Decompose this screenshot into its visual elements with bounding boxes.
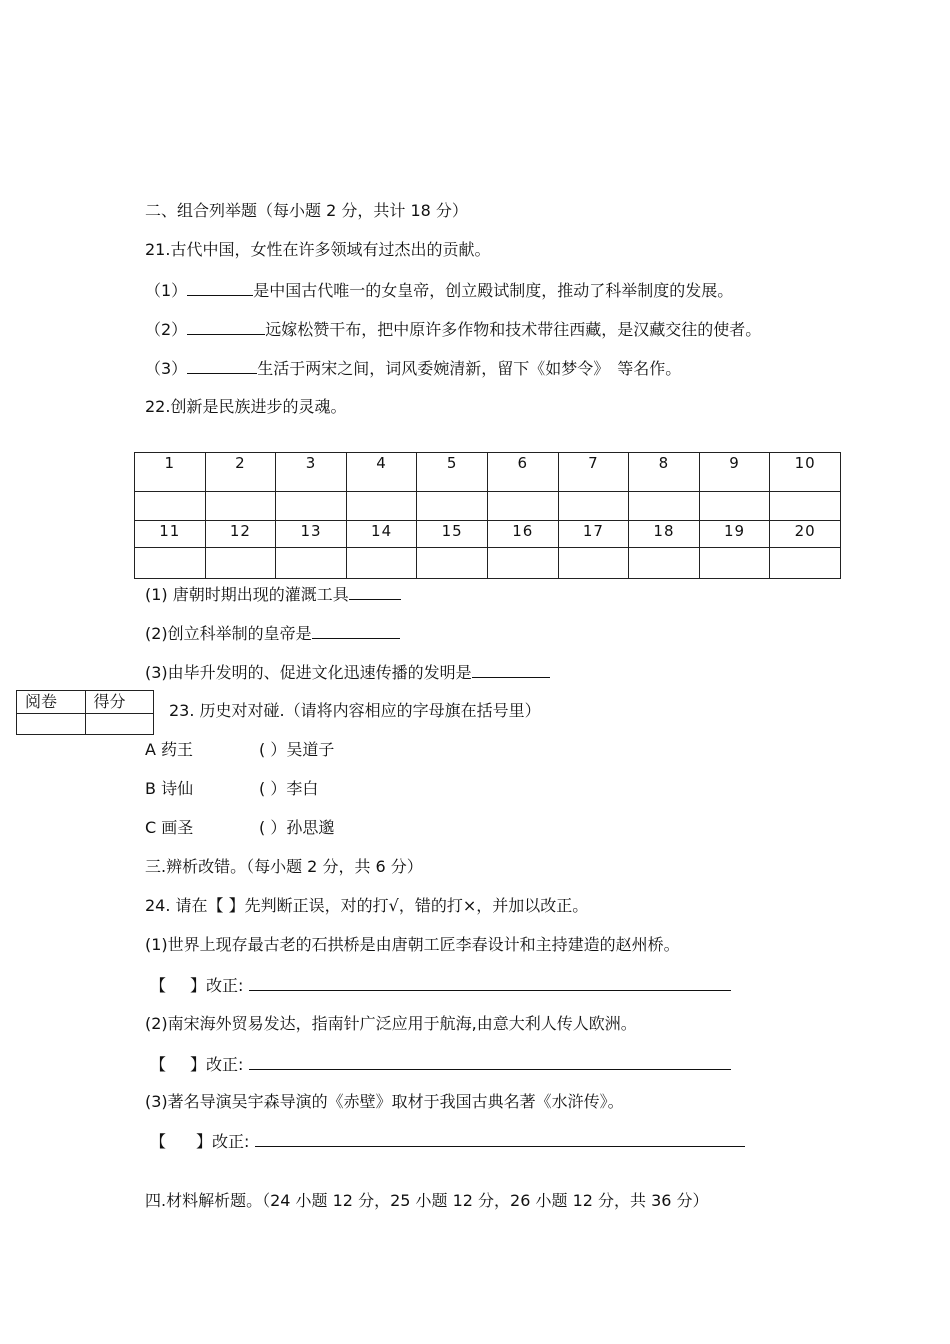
grid-number: 15	[417, 521, 488, 548]
q21-item-2	[145, 318, 761, 341]
answer-grid	[134, 452, 841, 579]
grid-number-row	[135, 521, 841, 548]
correction-blank[interactable]	[255, 1130, 745, 1147]
grid-answer-cell[interactable]	[346, 492, 417, 521]
q22-item-2-text: (2)创立科举制的皇帝是	[145, 624, 312, 643]
score-box-score-label: 得分	[85, 691, 154, 714]
grid-answer-cell[interactable]	[487, 492, 558, 521]
grid-answer-cell[interactable]	[629, 548, 700, 579]
grid-answer-cell[interactable]	[417, 548, 488, 579]
q21-item-1	[145, 279, 733, 302]
score-box-reviewer-cell[interactable]	[17, 714, 86, 735]
grid-number-row	[135, 453, 841, 492]
grid-number: 5	[417, 453, 488, 492]
grid-number: 11	[135, 521, 206, 548]
grid-number: 7	[558, 453, 629, 492]
grid-number: 1	[135, 453, 206, 492]
q23-left-c: C 画圣	[145, 818, 194, 837]
score-box-score-cell[interactable]	[85, 714, 154, 735]
grid-answer-cell[interactable]	[629, 492, 700, 521]
q21-stem: 21.古代中国，女性在许多领域有过杰出的贡献。	[145, 240, 491, 259]
q22-stem: 22.创新是民族进步的灵魂。	[145, 397, 347, 416]
q23-left-b: B 诗仙	[145, 779, 194, 798]
grid-number: 9	[699, 453, 770, 492]
judgment-bracket[interactable]: 【	[150, 1055, 167, 1074]
grid-number: 3	[276, 453, 347, 492]
q24-item-2: (2)南宋海外贸易发达，指南针广泛应用于航海,由意大利人传人欧洲。	[145, 1014, 637, 1033]
q24-correction-1	[150, 974, 731, 997]
grid-answer-cell[interactable]	[558, 548, 629, 579]
grid-number: 4	[346, 453, 417, 492]
q24-correction-3	[150, 1130, 745, 1153]
q22-item-2	[145, 622, 400, 645]
q21-item-2-text: 远嫁松赞干布，把中原许多作物和技术带往西藏，是汉藏交往的使者。	[265, 320, 762, 339]
grid-answer-cell[interactable]	[276, 492, 347, 521]
grid-answer-cell[interactable]	[135, 492, 206, 521]
judgment-bracket[interactable]: 【	[150, 1132, 167, 1151]
q23-left-a: A 药王	[145, 740, 194, 759]
section2-heading: 二、组合列举题（每小题 2 分，共计 18 分）	[145, 201, 468, 220]
q21-item-1-prefix: （1）	[145, 281, 188, 300]
grid-number: 20	[770, 521, 841, 548]
grid-answer-row	[135, 548, 841, 579]
q23-right-b: ( ）李白	[259, 779, 319, 798]
q22-item-1	[145, 583, 401, 606]
grid-number: 6	[487, 453, 558, 492]
grid-answer-cell[interactable]	[770, 548, 841, 579]
q21-item-3-text: 生活于两宋之间，词风委婉清新，留下《如梦令》 等名作。	[257, 359, 682, 378]
answer-blank[interactable]	[472, 661, 550, 678]
answer-blank[interactable]	[187, 279, 253, 296]
q23-right-a: ( ）吴道子	[259, 740, 335, 759]
grid-answer-cell[interactable]	[558, 492, 629, 521]
correction-blank[interactable]	[249, 974, 731, 991]
q24-item-3: (3)著名导演吴宇森导演的《赤壁》取材于我国古典名著《水浒传》。	[145, 1092, 624, 1111]
grid-number: 8	[629, 453, 700, 492]
q24-item-1: (1)世界上现存最古老的石拱桥是由唐朝工匠李春设计和主持建造的赵州桥。	[145, 935, 680, 954]
answer-blank[interactable]	[312, 622, 400, 639]
correction-label: 】改正:	[196, 1132, 250, 1151]
q21-item-2-prefix: （2）	[145, 320, 188, 339]
grid-answer-cell[interactable]	[770, 492, 841, 521]
grid-answer-cell[interactable]	[487, 548, 558, 579]
grid-answer-cell[interactable]	[205, 548, 276, 579]
grid-answer-cell[interactable]	[135, 548, 206, 579]
grid-number: 2	[205, 453, 276, 492]
score-box-reviewer-label: 阅卷	[17, 691, 86, 714]
correction-label: 】改正:	[190, 976, 244, 995]
q24-correction-2	[150, 1053, 731, 1076]
q21-item-1-text: 是中国古代唯一的女皇帝，创立殿试制度，推动了科举制度的发展。	[253, 281, 734, 300]
q23-right-c: ( ）孙思邈	[259, 818, 335, 837]
section4-heading: 四.材料解析题。（24 小题 12 分，25 小题 12 分，26 小题 12 分，共 36 分）	[145, 1191, 709, 1210]
section3-heading: 三.辨析改错。（每小题 2 分，共 6 分）	[145, 857, 423, 876]
q22-item-1-text: (1) 唐朝时期出现的灌溉工具	[145, 585, 349, 604]
q24-stem: 24. 请在【 】先判断正误，对的打√，错的打×，并加以改正。	[145, 896, 589, 915]
grid-answer-cell[interactable]	[205, 492, 276, 521]
answer-blank[interactable]	[349, 583, 401, 600]
grid-number: 16	[487, 521, 558, 548]
score-box	[16, 690, 154, 735]
judgment-bracket[interactable]: 【	[150, 976, 167, 995]
grid-number: 13	[276, 521, 347, 548]
grid-number: 18	[629, 521, 700, 548]
grid-answer-cell[interactable]	[346, 548, 417, 579]
q22-item-3	[145, 661, 550, 684]
grid-answer-row	[135, 492, 841, 521]
grid-answer-cell[interactable]	[417, 492, 488, 521]
q21-item-3	[145, 357, 681, 380]
grid-answer-cell[interactable]	[276, 548, 347, 579]
answer-blank[interactable]	[187, 318, 265, 335]
q23-stem: 23. 历史对对碰.（请将内容相应的字母旗在括号里）	[169, 701, 541, 720]
grid-number: 19	[699, 521, 770, 548]
grid-answer-cell[interactable]	[699, 492, 770, 521]
grid-number: 10	[770, 453, 841, 492]
answer-blank[interactable]	[187, 357, 257, 374]
grid-number: 12	[205, 521, 276, 548]
grid-answer-cell[interactable]	[699, 548, 770, 579]
grid-number: 17	[558, 521, 629, 548]
q21-item-3-prefix: （3）	[145, 359, 188, 378]
grid-number: 14	[346, 521, 417, 548]
correction-label: 】改正:	[190, 1055, 244, 1074]
q22-item-3-text: (3)由毕升发明的、促进文化迅速传播的发明是	[145, 663, 472, 682]
correction-blank[interactable]	[249, 1053, 731, 1070]
